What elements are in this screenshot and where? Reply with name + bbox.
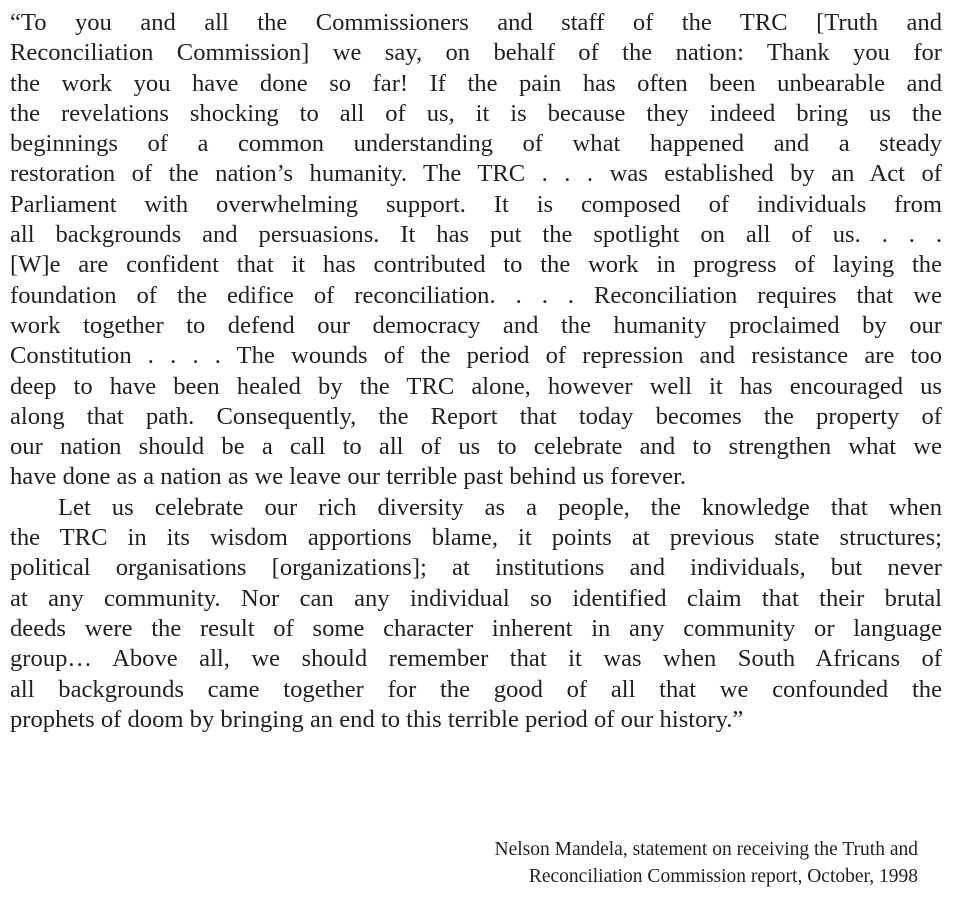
text-line: our nation should be a call to all of us to celebrate and to strengthen what we [10,433,942,461]
text-line: deep to have been healed by the TRC alone, however well it has encouraged us [10,372,942,400]
text-line: have done as a nation as we leave our terrible past behind us forever. [10,463,687,491]
text-line: work together to defend our democracy and the humanity proclaimed by our [10,311,942,339]
text-line: along that path. Consequently, the Report that today becomes the property of [10,402,942,430]
text-line: Reconciliation Commission] we say, on behalf of the nation: Thank you for [10,39,942,67]
text-line: beginnings of a common understanding of what happened and a steady [10,130,942,158]
attribution-line: Nelson Mandela, statement on receiving the Truth and [494,839,918,860]
quote-paragraph-1 [10,8,942,493]
text-line: at any community. Nor can any individual so identified claim that their brutal [10,584,942,612]
text-line: prophets of doom by bringing an end to this terrible period of our history.” [10,705,744,733]
text-line: foundation of the edifice of reconciliation. . . . Reconciliation requires that we [10,281,942,309]
text-line: restoration of the nation’s humanity. The TRC . . . was established by an Act of [10,160,942,188]
quote-block [10,8,942,735]
text-line: the revelations shocking to all of us, it is because they indeed bring us the [10,99,942,127]
text-line: Constitution . . . . The wounds of the period of repression and resistance are too [10,342,942,370]
text-line: Parliament with overwhelming support. It is composed of individuals from [10,190,942,218]
text-line: [W]e are confident that it has contributed to the work in progress of laying the [10,251,942,279]
text-line: political organisations [organizations]; at institutions and individuals, but never [10,554,942,582]
text-line: the work you have done so far! If the pain has often been unbearable and [10,69,942,97]
text-line: the TRC in its wisdom apportions blame, it points at previous state structures; [10,524,942,552]
text-line: all backgrounds and persuasions. It has put the spotlight on all of us. . . . [10,221,942,249]
text-line: Let us celebrate our rich diversity as a people, the knowledge that when [58,493,942,521]
text-line: all backgrounds came together for the good of all that we confounded the [10,675,942,703]
attribution-line: Reconciliation Commission report, October, 1998 [528,866,918,887]
text-line: deeds were the result of some character inherent in any community or language [10,614,942,642]
quote-paragraph-2 [10,493,942,735]
text-line: “To you and all the Commissioners and staff of the TRC [Truth and [10,9,942,36]
attribution [495,836,919,890]
text-line: group… Above all, we should remember that it was when South Africans of [10,645,942,673]
